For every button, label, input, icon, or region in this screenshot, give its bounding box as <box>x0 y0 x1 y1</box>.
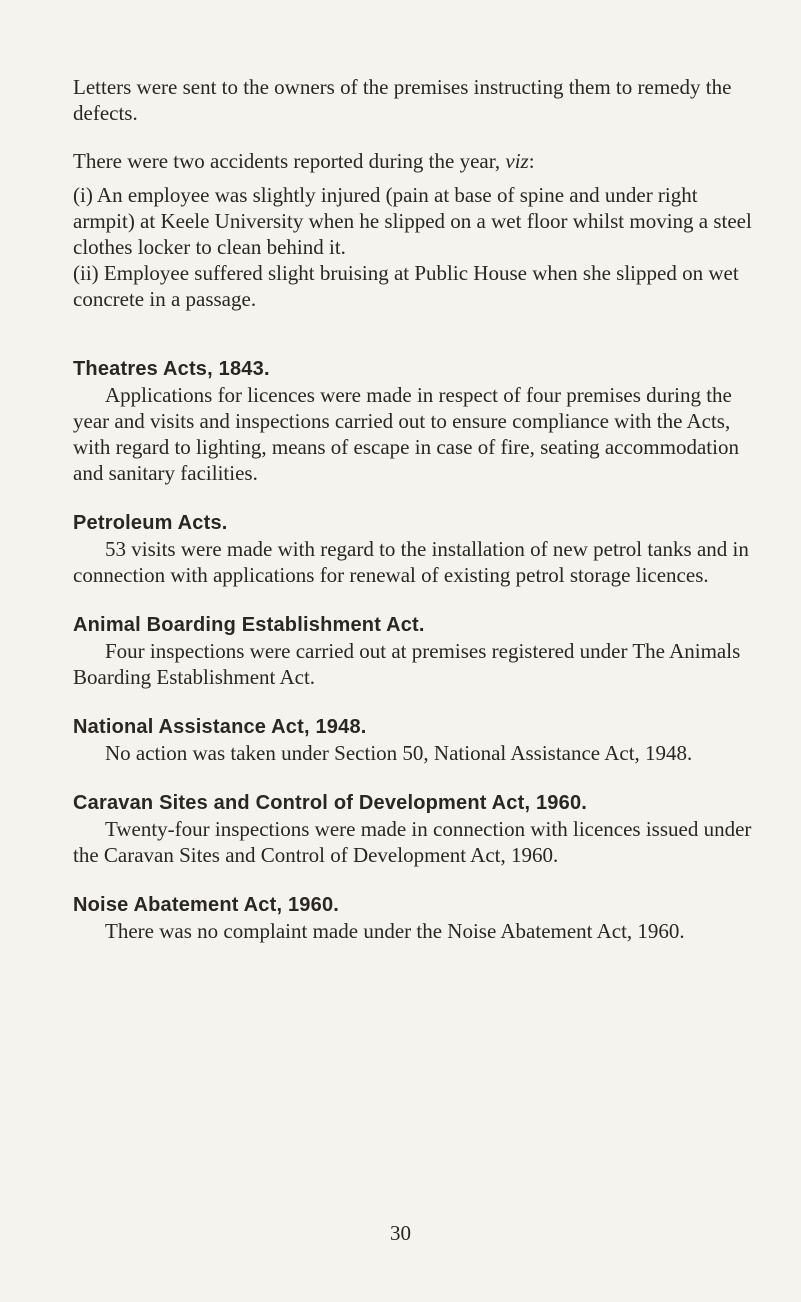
section-heading: Theatres Acts, 1843. <box>73 358 270 380</box>
section-heading: Animal Boarding Establishment Act. <box>73 614 425 636</box>
section-heading: Petroleum Acts. <box>73 512 228 534</box>
section-heading: Noise Abatement Act, 1960. <box>73 894 340 916</box>
section-animal-boarding-act <box>73 612 757 690</box>
accidents-viz-text: viz <box>505 149 529 173</box>
accidents-colon-text: : <box>528 149 535 173</box>
accident-item-1: (i) An employee was slightly injured (pain at base of spine and under right armpit) at Keele University when he slipped on a wet floor whilst moving a steel clothes locker to clean behind it. <box>73 183 752 259</box>
section-heading: Caravan Sites and Control of Development Act, 1960. <box>73 792 588 814</box>
section-body: Twenty-four inspections were made in connection with licences issued under the Caravan Sites and Control of Development Act, 1960. <box>73 817 752 867</box>
section-petroleum-acts <box>73 510 757 588</box>
letters-paragraph: Letters were sent to the owners of the premises instructing them to remedy the defects. <box>73 75 732 125</box>
section-body: Applications for licences were made in respect of four premises during the year and visits and inspections carried out to ensure compliance with the Acts, with regard to lighting, means of escape in case of fire, seating accommodation and sanitary facilities. <box>73 383 739 485</box>
section-body: No action was taken under Section 50, National Assistance Act, 1948. <box>105 741 693 765</box>
accidents-intro-paragraph <box>73 148 757 174</box>
section-noise-abatement-act <box>73 892 757 944</box>
section-body: Four inspections were carried out at premises registered under The Animals Boarding Establishment Act. <box>73 639 741 689</box>
accidents-lead-text: There were two accidents reported during the year, <box>73 149 501 173</box>
page-number: 30 <box>390 1221 411 1245</box>
page-content <box>73 74 757 944</box>
section-heading: National Assistance Act, 1948. <box>73 716 367 738</box>
section-caravan-sites-act <box>73 790 757 868</box>
section-theatres-acts <box>73 356 757 486</box>
section-body: 53 visits were made with regard to the installation of new petrol tanks and in connection with applications for renewal of existing petrol storage licences. <box>73 537 749 587</box>
section-national-assistance-act <box>73 714 757 766</box>
section-body: There was no complaint made under the Noise Abatement Act, 1960. <box>105 919 685 943</box>
accident-item-2: (ii) Employee suffered slight bruising at Public House when she slipped on wet concrete in a passage. <box>73 261 739 311</box>
